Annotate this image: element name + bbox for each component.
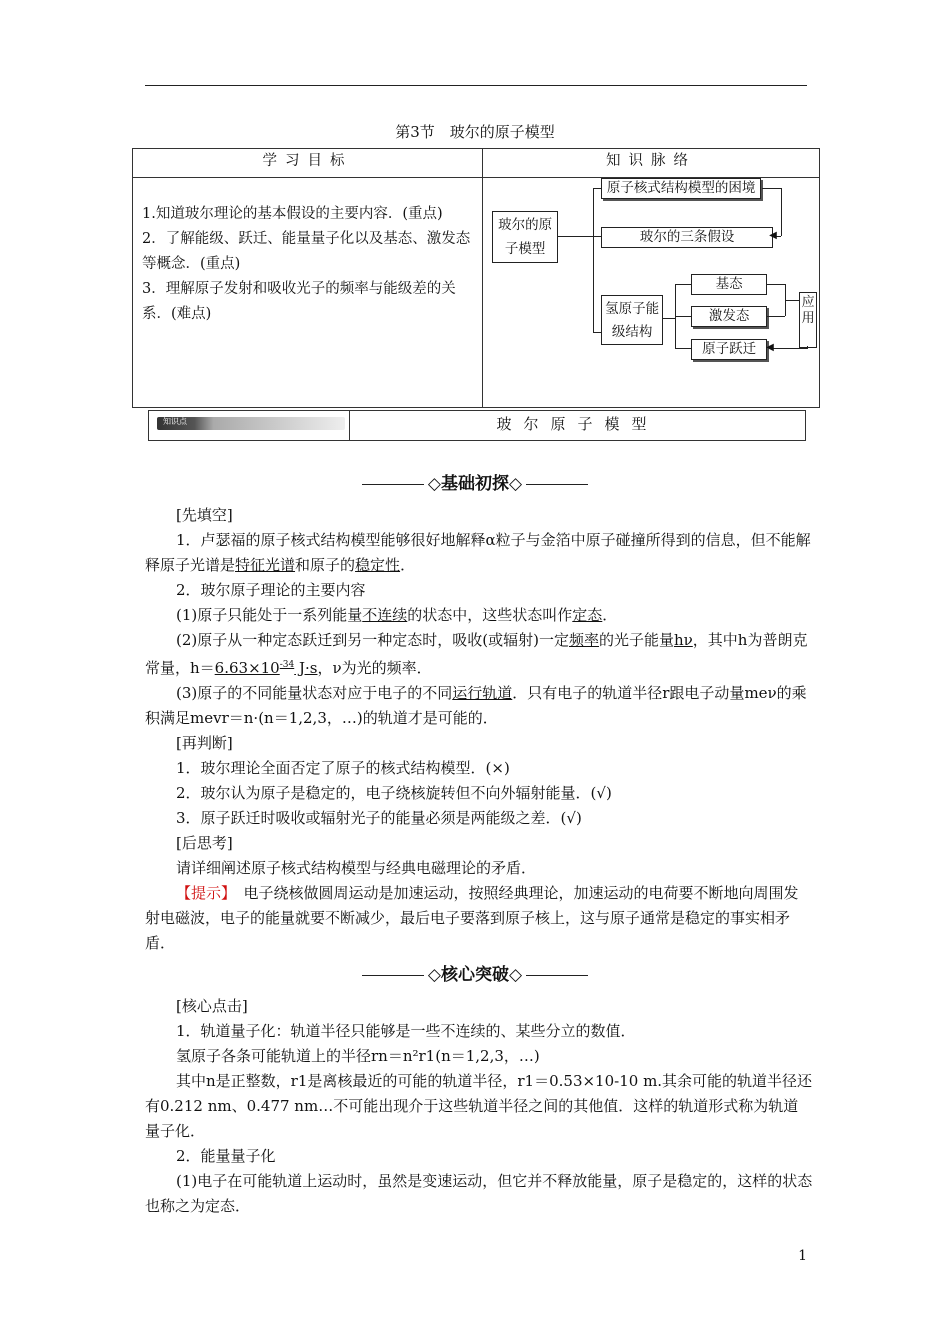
goals-header: 学习目标 bbox=[133, 149, 483, 178]
connector bbox=[675, 284, 691, 285]
paragraph bbox=[145, 603, 813, 628]
connector bbox=[663, 318, 675, 319]
judge-item: 2．玻尔认为原子是稳定的，电子绕核旋转但不向外辐射能量．(√) bbox=[176, 784, 612, 802]
paragraph bbox=[145, 528, 813, 578]
connector bbox=[771, 348, 808, 349]
heading-rule bbox=[362, 975, 424, 976]
blank-answer-exponent: -34 bbox=[279, 660, 295, 670]
text: 和原子的 bbox=[295, 556, 356, 574]
paragraph bbox=[145, 628, 813, 681]
think-question: 请详细阐述原子核式结构模型与经典电磁理论的矛盾． bbox=[176, 859, 537, 877]
paragraph: 2．玻尔原子理论的主要内容 bbox=[176, 581, 366, 599]
knowledge-point-title: 玻尔原子模型 bbox=[496, 415, 659, 433]
paragraph: 其中n是正整数，r1是离核最近的可能的轨道半径，r1＝0.53×10-10 m.其余可能的轨道半径还有0.212 nm、0.477 nm…不可能出现介于这些轨道半径之间的其他值．这样的轨道形式称为轨道量子化． bbox=[145, 1072, 813, 1140]
hint-label: 【提示】 bbox=[176, 884, 229, 902]
text: (3)原子的不同能量状态对应于电子的不同 bbox=[176, 684, 453, 702]
text: 的光子能量 bbox=[598, 631, 674, 649]
connector bbox=[593, 188, 601, 189]
map-leaf-excited: 激发态 bbox=[691, 306, 767, 327]
judge-item: 3．原子跃迁时吸收或辐射光子的能量必须是两能级之差．(√) bbox=[176, 809, 582, 827]
goal-item: 3．理解原子发射和吸收光子的频率与能级差的关系．(难点) bbox=[142, 281, 456, 322]
section1-body bbox=[145, 503, 813, 956]
map-leaf-ground: 基态 bbox=[691, 274, 767, 295]
blank-answer: 6.63×10 bbox=[214, 659, 280, 677]
blank-answer: J·s bbox=[294, 659, 318, 677]
header-rule bbox=[145, 85, 807, 86]
map-branch-label: 氢原子能级结构 bbox=[605, 301, 660, 340]
map-root bbox=[492, 211, 558, 263]
connector bbox=[593, 236, 601, 237]
judge-item: 1．玻尔理论全面否定了原子的核式结构模型．(×) bbox=[176, 759, 510, 777]
connector bbox=[675, 348, 691, 349]
map-apply: 应用 bbox=[799, 292, 817, 348]
objectives-table bbox=[132, 148, 820, 408]
map-top: 原子核式结构模型的困境 bbox=[601, 178, 761, 199]
text: (n＝1,2,3，…)的轨道才是可能的． bbox=[258, 709, 498, 727]
text: (1)原子只能处于一系列能量 bbox=[176, 606, 363, 624]
text: ，ν为光的频率． bbox=[317, 659, 432, 677]
heading-rule bbox=[526, 484, 588, 485]
paragraph: 2．能量量子化 bbox=[176, 1147, 276, 1165]
heading-text: ◇基础初探◇ bbox=[427, 474, 523, 494]
section-heading-core bbox=[0, 960, 950, 985]
page-number: 1 bbox=[798, 1248, 807, 1264]
heading-rule bbox=[362, 484, 424, 485]
section-heading-basic bbox=[0, 469, 950, 494]
connector bbox=[593, 188, 594, 332]
map-branch bbox=[601, 295, 663, 345]
goals-cell bbox=[133, 178, 483, 408]
blank-answer: 定态 bbox=[572, 606, 603, 624]
text: (2)原子从一种定态跃迁到另一种定态时，吸收(或辐射)一定 bbox=[176, 631, 569, 649]
arrow-icon: ◀ bbox=[766, 342, 774, 353]
think-label: [后思考] bbox=[176, 834, 233, 852]
arrow-icon: ◀ bbox=[769, 230, 777, 241]
knowledge-map bbox=[483, 178, 820, 408]
knowledge-point-bar bbox=[148, 410, 806, 441]
connector bbox=[593, 332, 601, 333]
fill-label: [先填空] bbox=[176, 506, 233, 524]
hint-paragraph bbox=[145, 881, 813, 956]
hint-text: 电子绕核做圆周运动是加速运动，按照经典理论，加速运动的电荷要不断地向周围发射电磁波，电子的能量就要不断减少，最后电子要落到原子核上，这与原子通常是稳定的事实相矛盾． bbox=[145, 884, 799, 952]
text: ． bbox=[400, 556, 416, 574]
section-title: 第3节 玻尔的原子模型 bbox=[395, 123, 555, 141]
blank-answer: 特征光谱 bbox=[235, 556, 296, 574]
paragraph: (1)电子在可能轨道上运动时，虽然是变速运动，但它并不释放能量，原子是稳定的，这样的状态也称之为定态． bbox=[145, 1172, 813, 1215]
connector bbox=[767, 284, 785, 285]
map-header: 知识脉络 bbox=[483, 149, 820, 178]
goal-item: 1.知道玻尔理论的基本假设的主要内容．(重点) bbox=[142, 206, 443, 222]
heading-text: ◇核心突破◇ bbox=[427, 965, 523, 985]
section2-body bbox=[145, 994, 813, 1219]
blank-answer: hν bbox=[674, 631, 693, 649]
knowledge-point-badge bbox=[157, 417, 345, 430]
connector bbox=[558, 236, 593, 237]
text: ．只有电子的轨道半径r跟电子动量meν的乘积满足mevr＝n· bbox=[145, 684, 807, 727]
connector bbox=[785, 300, 799, 301]
judge-label: [再判断] bbox=[176, 734, 233, 752]
blank-answer: 频率 bbox=[568, 631, 599, 649]
badge-label: 知识点 bbox=[163, 417, 187, 426]
text: 1．卢瑟福的原子核式结构模型能够很好地解释α粒子与金箔中原子碰撞所得到的信息，但不能解释原子光谱是 bbox=[145, 531, 811, 574]
blank-answer: 不连续 bbox=[362, 606, 408, 624]
text: ，其中h为普朗克常量，h＝ bbox=[145, 631, 808, 677]
connector bbox=[767, 316, 785, 317]
map-root-label: 玻尔的原子模型 bbox=[498, 217, 553, 257]
blank-answer: 运行轨道 bbox=[452, 684, 513, 702]
connector bbox=[762, 188, 781, 189]
blank-answer: 稳定性 bbox=[355, 556, 401, 574]
connector bbox=[781, 188, 782, 236]
text: ． bbox=[602, 606, 618, 624]
paragraph: 1．轨道量子化：轨道半径只能够是一些不连续的、某些分立的数值． bbox=[176, 1022, 636, 1040]
connector bbox=[675, 316, 691, 317]
knowledge-point-badge-cell bbox=[149, 411, 350, 440]
paragraph: 氢原子各条可能轨道上的半径rn＝n²r1(n＝1,2,3，…) bbox=[176, 1047, 540, 1065]
paragraph bbox=[145, 681, 813, 731]
heading-rule bbox=[526, 975, 588, 976]
core-label: [核心点击] bbox=[176, 997, 248, 1015]
goal-item: 2．了解能级、跃迁、能量量子化以及基态、激发态等概念．(重点) bbox=[142, 231, 471, 272]
map-mid: 玻尔的三条假设 bbox=[601, 227, 773, 248]
map-leaf-transition: 原子跃迁 bbox=[691, 339, 767, 360]
text: 的状态中，这些状态叫作 bbox=[407, 606, 573, 624]
